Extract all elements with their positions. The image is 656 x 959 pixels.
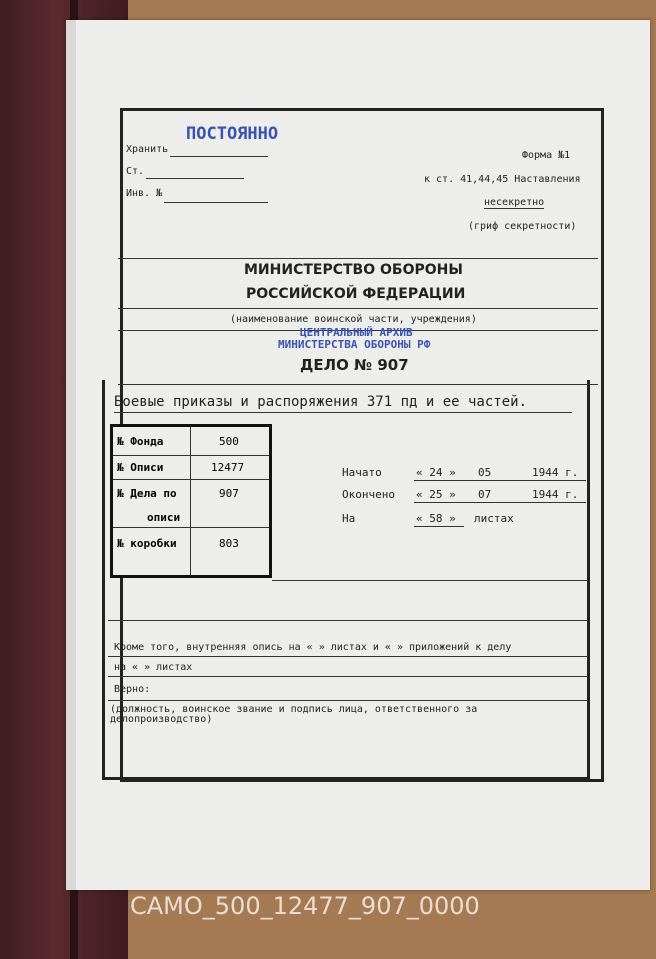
divider [118,258,598,259]
ended-line [414,502,586,503]
secrecy-caption: (гриф секретности) [468,221,577,232]
keep-label: Хранить [126,144,169,155]
divider [118,308,598,309]
table-row-divider [113,527,269,528]
keep-line [170,156,268,157]
sheets-count: « 58 » [416,512,456,525]
case-label: № Дела по [117,487,177,500]
table-row-divider [113,479,269,480]
article-line [146,178,244,179]
divider [108,700,588,701]
opis-value: 12477 [211,461,245,474]
started-month: 05 [478,466,492,479]
fund-label: № Фонда [117,435,164,448]
case-subject: Боевые приказы и распоряжения 371 пд и ее частей. [114,394,528,410]
secrecy-value: несекретно [484,197,545,208]
opis-label: № Описи [117,461,164,474]
archive-stamp-line-1: ЦЕНТРАЛЬНЫЙ АРХИВ [300,326,413,339]
started-line [414,480,586,481]
sheets-line [414,526,464,527]
box-value: 803 [219,537,239,550]
table-row-divider [113,455,269,456]
inventory-label: Инв. № [126,188,163,199]
divider [118,384,598,385]
case-label-cont: описи [147,511,181,524]
sheets-label: листах [474,512,514,525]
on-sheets-line: на « » листах [114,662,193,673]
started-label: Начато [342,466,382,479]
subject-line [114,412,572,413]
inventory-line [164,202,268,203]
box-label: № коробки [117,537,177,550]
ended-label: Окончено [342,488,395,501]
ended-year: 1944 г. [532,488,579,501]
position-caption-cont: делопроизводство) [110,714,213,725]
article-label: Ст. [126,166,145,177]
archive-stamp-line-2: МИНИСТЕРСТВА ОБОРОНЫ РФ [278,338,431,351]
fund-value: 500 [219,435,239,448]
ended-day: « 25 » [416,488,456,501]
position-caption: (должность, воинское звание и подпись лица, ответственного за [110,704,478,715]
case-value: 907 [219,487,239,500]
on-label: На [342,512,356,525]
table-column-divider [190,427,191,575]
org-line-2: РОССИЙСКОЙ ФЕДЕРАЦИИ [246,286,466,302]
form-number: Форма №1 [522,150,571,161]
instruction-ref: к ст. 41,44,45 Наставления [424,174,581,185]
verified-label: Верно: [114,684,151,695]
started-year: 1944 г. [532,466,579,479]
divider [272,580,588,581]
org-line-1: МИНИСТЕРСТВО ОБОРОНЫ [244,262,463,278]
ended-month: 07 [478,488,492,501]
divider [108,620,588,621]
case-title [300,356,409,374]
image-watermark: CAMO_500_12477_907_0000 [130,892,480,920]
org-caption: (наименование воинской части, учреждения) [230,314,477,325]
divider [108,676,588,677]
inventory-line: Кроме того, внутренняя опись на « » листах и « » приложений к делу [114,642,512,653]
stamp-permanent: ПОСТОЯННО [186,124,279,144]
started-day: « 24 » [416,466,456,479]
page-fold [66,20,76,890]
divider [108,656,588,657]
case-title-prefix: ДЕЛО № [300,356,373,374]
fund-table [110,424,272,578]
case-number: 907 [377,356,409,374]
